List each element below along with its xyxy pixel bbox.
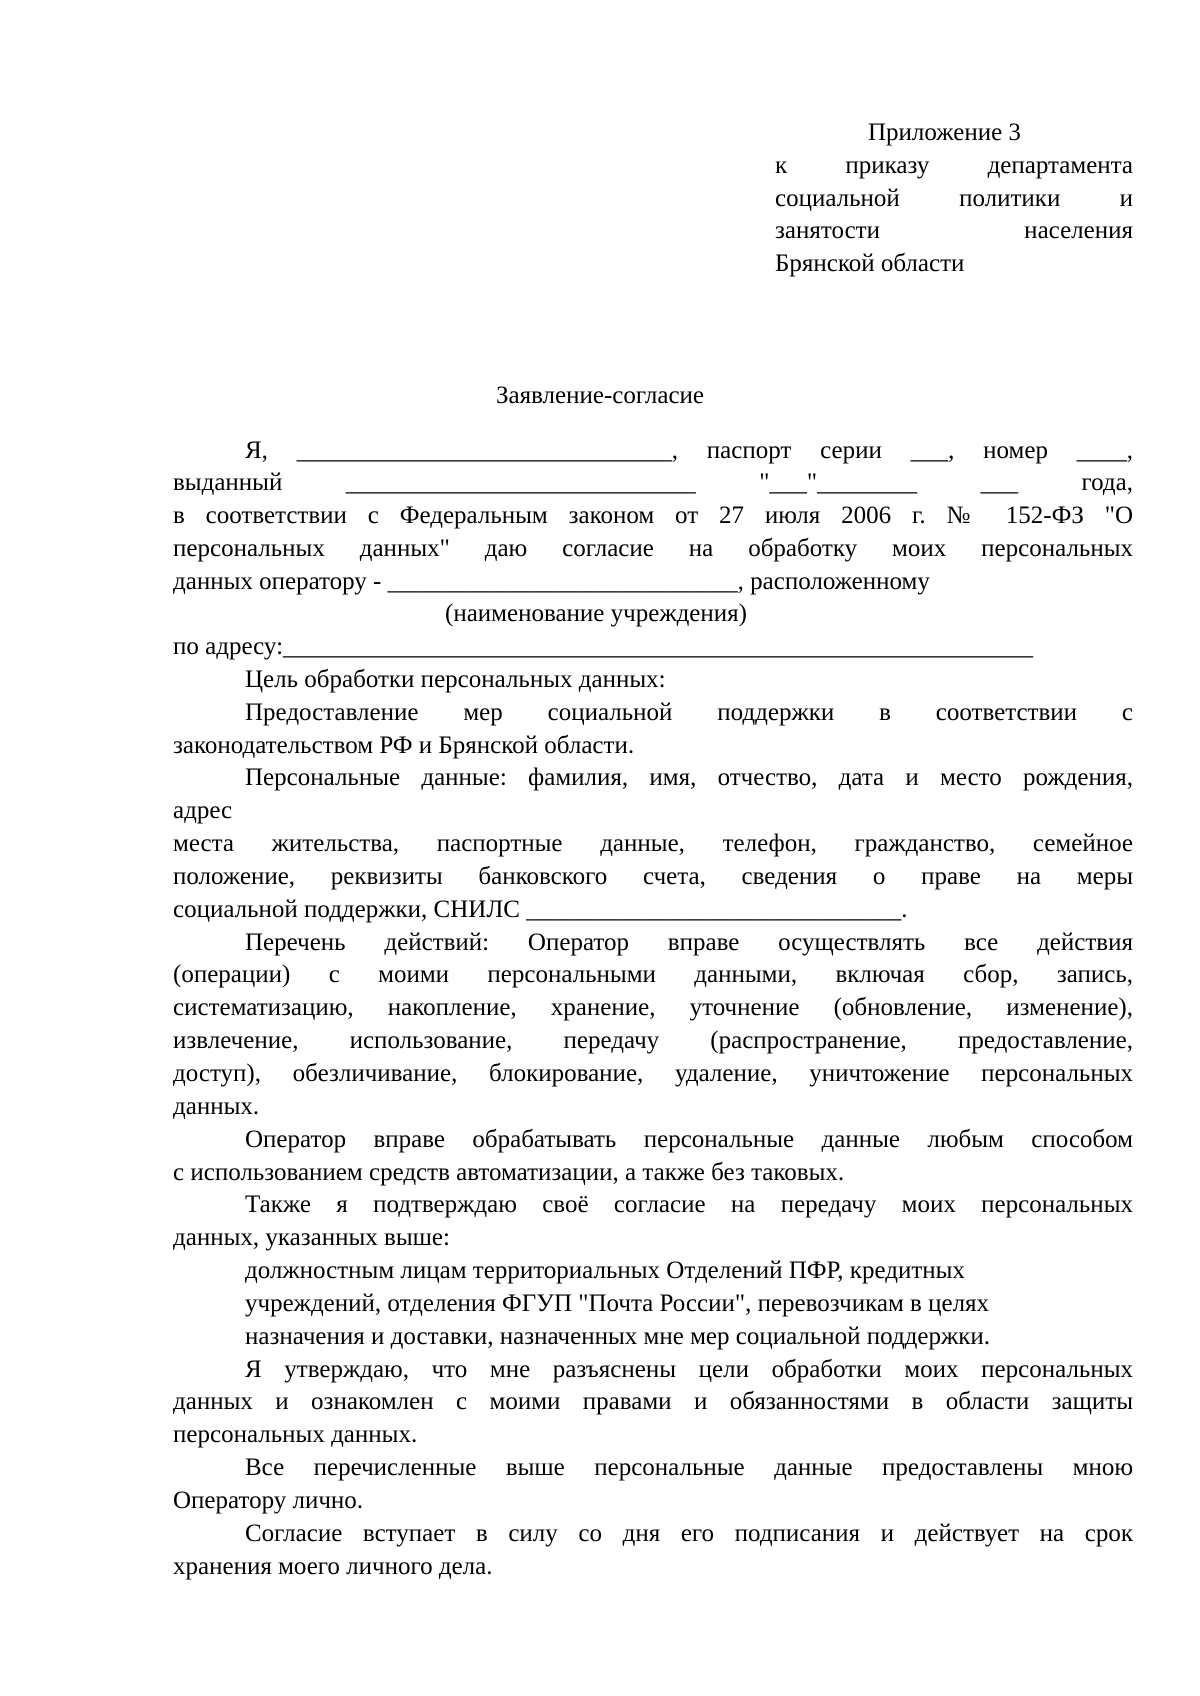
body-line: с использованием средств автоматизации, а также без таковых.: [173, 1159, 845, 1186]
appendix-line: к приказу департамента: [775, 152, 1133, 179]
body-line: Перечень действий: Оператор вправе осуществлять все действия: [245, 929, 1133, 956]
body-line: Предоставление мер социальной поддержки в соответствии с: [245, 699, 1133, 726]
field-caption: (наименование учреждения): [445, 600, 747, 627]
body-line: извлечение, использование, передачу (распространение, предоставление,: [173, 1027, 1133, 1054]
body-line: Я утверждаю, что мне разъяснены цели обработки моих персональных: [245, 1356, 1133, 1383]
recipients-line: учреждений, отделения ФГУП "Почта России", перевозчикам в целях: [245, 1290, 990, 1317]
body-line: Согласие вступает в силу со дня его подписания и действует на срок: [245, 1520, 1133, 1547]
body-line: Оператор вправе обрабатывать персональные данные любым способом: [245, 1126, 1133, 1153]
body-line: (операции) с моими персональными данными, включая сбор, запись,: [173, 961, 1133, 988]
body-line: выданный ____________________________ "___"________ ___ года,: [173, 469, 1133, 496]
body-line: законодательством РФ и Брянской области.: [173, 732, 635, 759]
body-line: данных.: [173, 1093, 260, 1120]
body-line: систематизацию, накопление, хранение, уточнение (обновление, изменение),: [173, 994, 1133, 1021]
recipients-line: должностным лицам территориальных Отделений ПФР, кредитных: [245, 1257, 965, 1284]
body-line: в соответствии с Федеральным законом от 27 июля 2006 г. № 152-ФЗ "О: [173, 502, 1133, 529]
body-line: Оператору лично.: [173, 1487, 364, 1514]
body-line: Также я подтверждаю своё согласие на передачу моих персональных: [245, 1191, 1133, 1218]
body-line: персональных данных.: [173, 1421, 418, 1448]
body-line: данных и ознакомлен с моими правами и обязанностями в области защиты: [173, 1388, 1133, 1415]
body-line: данных, указанных выше:: [173, 1224, 450, 1251]
recipients-line: назначения и доставки, назначенных мне мер социальной поддержки.: [245, 1323, 991, 1350]
body-line: места жительства, паспортные данные, телефон, гражданство, семейное: [173, 830, 1133, 857]
body-line: по адресу:____________________________________________________________: [173, 633, 1034, 660]
body-line: доступ), обезличивание, блокирование, удаление, уничтожение персональных: [173, 1060, 1133, 1087]
body-line: Персональные данные: фамилия, имя, отчество, дата и место рождения,: [245, 764, 1133, 791]
appendix-line: занятости населения: [775, 217, 1133, 244]
body-line: хранения моего личного дела.: [173, 1553, 493, 1580]
body-line: персональных данных" даю согласие на обработку моих персональных: [173, 535, 1133, 562]
body-line: положение, реквизиты банковского счета, сведения о праве на меры: [173, 863, 1133, 890]
appendix-number: Приложение 3: [868, 119, 1021, 146]
appendix-line: социальной политики и: [775, 185, 1133, 212]
body-line: Все перечисленные выше персональные данные предоставлены мною: [245, 1454, 1133, 1481]
appendix-line: Брянской области: [775, 250, 965, 277]
body-line: социальной поддержки, СНИЛС ______________________________.: [173, 896, 908, 923]
body-line: Я, ______________________________, паспорт серии ___, номер ____,: [245, 437, 1133, 464]
document-title: Заявление-согласие: [495, 382, 705, 409]
body-line: адрес: [173, 797, 233, 824]
body-line: данных оператору - ____________________________, расположенному: [173, 568, 930, 595]
body-line: Цель обработки персональных данных:: [245, 666, 666, 693]
